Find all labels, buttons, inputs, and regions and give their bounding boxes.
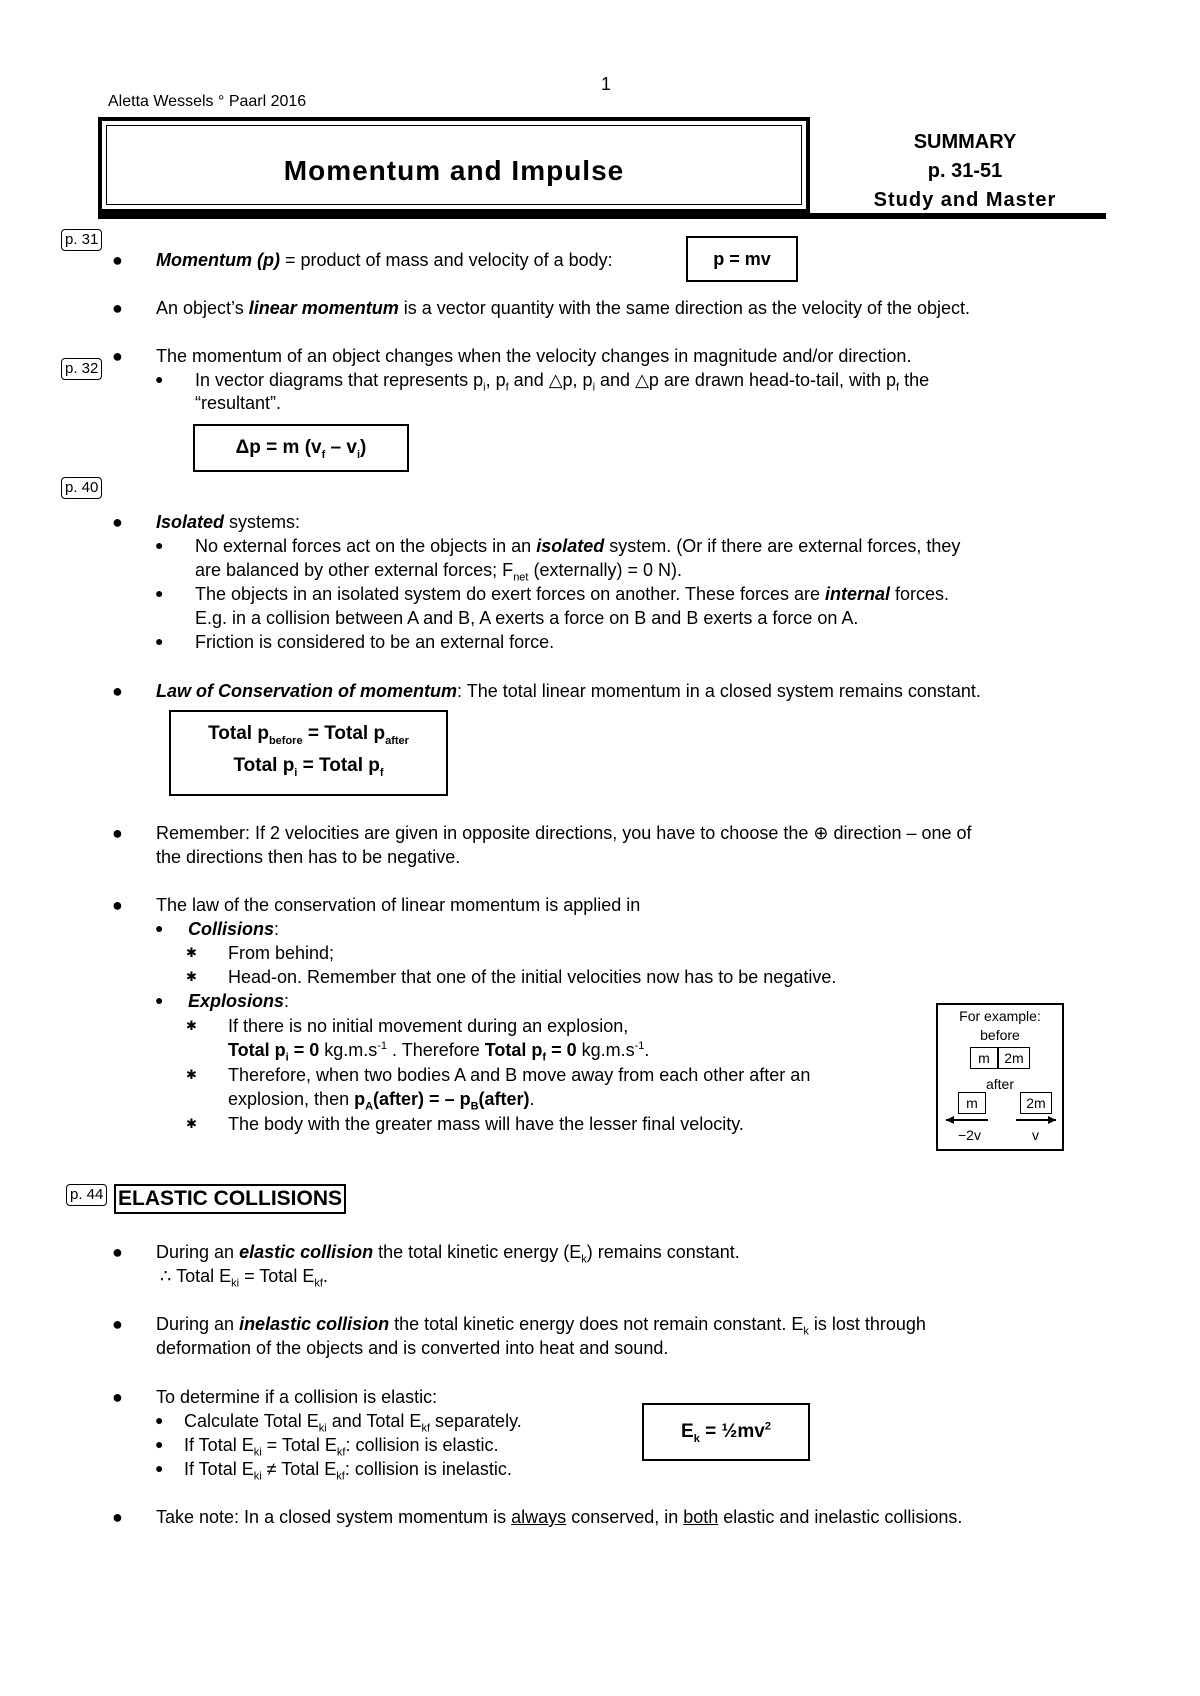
momentum-definition: Momentum (p) = product of mass and velocity of a body: (156, 250, 613, 270)
formula-conservation: Total $p_{before}$ = Total $p_{after}$ Total $p_i$ = Total $p_f$ (169, 710, 448, 796)
isolated-point-1b: are balanced by other external forces; $F_{net}$ (externally) = 0 N). (195, 560, 683, 584)
remember-line-2: the directions then has to be negative. (156, 847, 461, 867)
summary-pages: p. 31-51 (927, 160, 1003, 182)
explosion-point-1b: Total $p_i = 0$ $kg.m.s^{-1}$ . Therefore Total $p_f = 0$ $kg.m.s^{-1}$. (228, 1040, 650, 1064)
elastic-therefore: ∴ Total $E_{ki}$ = Total $E_{kf}$. (160, 1266, 328, 1290)
before-mass-m: m (970, 1047, 998, 1069)
bullet: ● (112, 1314, 123, 1334)
inelastic-line-2: deformation of the objects and is converted into heat and sound. (156, 1338, 669, 1358)
determine-step-3: If Total $E_{ki}$ ≠ Total $E_{kf}$: collision is inelastic. (184, 1459, 512, 1483)
summary-block (830, 128, 1100, 215)
right-arrowhead (1048, 1116, 1056, 1124)
isolated-heading: Isolated systems: (156, 512, 301, 532)
explosion-point-1: If there is no initial movement during an explosion, (228, 1016, 629, 1036)
bullet: ● (112, 823, 123, 843)
isolated-point-1: No external forces act on the objects in an isolated system. (Or if there are external forces, they (195, 536, 961, 556)
bullet: ● (112, 346, 123, 366)
collisions-heading: Collisions: (188, 919, 280, 939)
sub-bullet: ● (155, 537, 164, 553)
left-arrowhead (946, 1116, 954, 1124)
bullet: ● (112, 512, 123, 532)
elastic-definition: During an elastic collision the total kinetic energy $(E_k)$ remains constant. (156, 1242, 740, 1266)
bullet: ● (112, 1507, 123, 1527)
isolated-point-3: Friction is considered to be an external force. (195, 632, 555, 652)
applied-intro: The law of the conservation of linear momentum is applied in (156, 895, 641, 915)
bullet: ● (112, 1242, 123, 1262)
summary-book: Study and Master (873, 189, 1057, 211)
vector-diagram-text-2: “resultant”. (195, 393, 282, 413)
determine-step-2: If Total $E_{ki}$ = Total $E_{kf}$: collision is elastic. (184, 1435, 499, 1459)
after-mass-m: m (958, 1092, 986, 1114)
from-behind: From behind; (228, 943, 335, 963)
page-ref-31: p. 31 (61, 229, 102, 251)
sub-bullet: ● (155, 633, 164, 649)
formula-kinetic-energy: $E_k$ = $\frac{1}{2}mv^2$ (642, 1403, 810, 1461)
take-note: Take note: In a closed system momentum is always conserved, in both elastic and inelastic collisions. (156, 1507, 963, 1527)
sub-sub-bullet: ✱ (186, 1018, 197, 1033)
determine-elastic: To determine if a collision is elastic: (156, 1387, 438, 1407)
example-heading: For example: (959, 1008, 1041, 1024)
formula-p-mv: p = mv (686, 236, 798, 282)
sub-bullet: ● (155, 371, 164, 387)
isolated-point-2: The objects in an isolated system do exert forces on another. These forces are internal forces. (195, 584, 950, 604)
page-ref-40: p. 40 (61, 477, 102, 499)
vector-diagram-text: In vector diagrams that represents $p_i$, $p_f$ and △p, $p_i$ and △p are drawn head-to-tail, with $p_f$ the (195, 370, 930, 394)
after-mass-2m: 2m (1020, 1092, 1052, 1114)
sub-bullet: ● (155, 920, 164, 936)
determine-step-1: Calculate Total $E_{ki}$ and Total $E_{kf}$ separately. (184, 1411, 522, 1435)
momentum-change-text: The momentum of an object changes when the velocity changes in magnitude and/or direction. (156, 346, 912, 366)
bullet: ● (112, 250, 123, 270)
example-after: after (985, 1076, 1014, 1092)
page-ref-44: p. 44 (66, 1184, 107, 1206)
linear-momentum-text: An object’s linear momentum is a vector quantity with the same direction as the velocity of the object. (156, 298, 971, 318)
bullet: ● (112, 681, 123, 701)
author-line: Aletta Wessels ° Paarl 2016 (108, 93, 307, 110)
isolated-point-2b: E.g. in a collision between A and B, A exerts a force on B and B exerts a force on A. (195, 608, 859, 628)
explosion-point-2: Therefore, when two bodies A and B move away from each other after an (228, 1065, 811, 1085)
sub-bullet: ● (155, 1436, 164, 1452)
bullet: ● (112, 895, 123, 915)
sub-sub-bullet: ✱ (186, 1116, 197, 1131)
page-ref-32: p. 32 (61, 358, 102, 380)
elastic-heading: ELASTIC COLLISIONS (114, 1184, 346, 1214)
bullet: ● (112, 1387, 123, 1407)
sub-bullet: ● (155, 1412, 164, 1428)
page-title: Momentum and Impulse (283, 155, 625, 186)
sub-bullet: ● (155, 992, 164, 1008)
sub-bullet: ● (155, 585, 164, 601)
explosions-heading: Explosions: (188, 991, 290, 1011)
example-before: before (980, 1027, 1020, 1043)
sub-sub-bullet: ✱ (186, 969, 197, 984)
bullet: ● (112, 298, 123, 318)
head-on: Head-on. Remember that one of the initial velocities now has to be negative. (228, 967, 837, 987)
before-mass-2m: 2m (998, 1047, 1030, 1069)
velocity-right-label: v (1032, 1127, 1039, 1143)
page-number: 1 (601, 74, 612, 94)
inelastic-definition: During an inelastic collision the total kinetic energy does not remain constant. $E_k$ is lost through (156, 1314, 926, 1338)
summary-label: SUMMARY (913, 131, 1017, 153)
example-box (936, 1003, 1064, 1151)
sub-sub-bullet: ✱ (186, 945, 197, 960)
sub-sub-bullet: ✱ (186, 1067, 197, 1082)
sub-bullet: ● (155, 1460, 164, 1476)
explosion-point-2b: explosion, then $p_A(after)$ = – $p_B(after)$. (228, 1089, 535, 1113)
explosion-point-3: The body with the greater mass will have the lesser final velocity. (228, 1114, 744, 1134)
conservation-law: Law of Conservation of momentum: The total linear momentum in a closed system remains constant. (156, 681, 981, 701)
velocity-left-label: −2v (958, 1127, 981, 1143)
formula-delta-p: Δp = m $(v_f - v_i)$ (193, 424, 409, 472)
velocity-arrows (938, 1113, 1062, 1127)
remember-line-1: Remember: If 2 velocities are given in opposite directions, you have to choose the ⊕ direction – one of (156, 823, 972, 843)
title-box (98, 117, 810, 213)
